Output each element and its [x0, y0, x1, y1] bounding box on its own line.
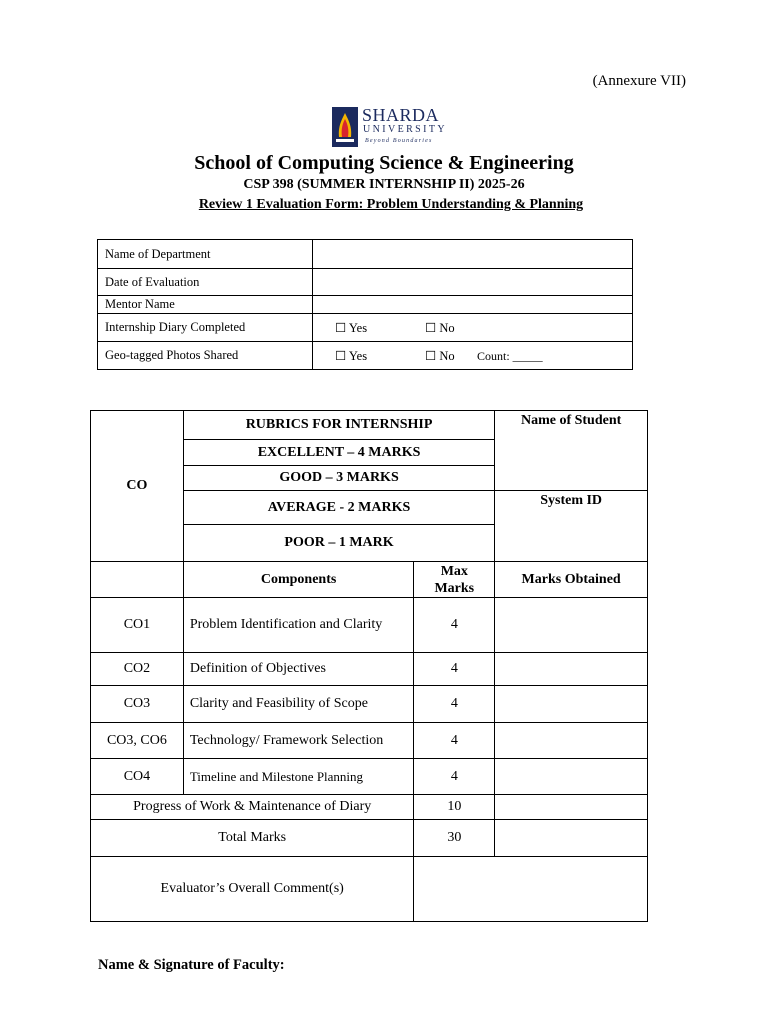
total-label: Total Marks: [91, 820, 414, 857]
marks-obtained-cell[interactable]: [495, 653, 648, 686]
total-max-marks: 30: [414, 820, 495, 857]
progress-max-marks: 10: [414, 795, 495, 820]
co-cell: CO1: [91, 598, 184, 653]
co-cell: CO2: [91, 653, 184, 686]
comments-label: Evaluator’s Overall Comment(s): [91, 857, 414, 922]
rubrics-title: RUBRICS FOR INTERNSHIP: [183, 411, 494, 440]
mentor-row: [98, 296, 633, 314]
annexure-label: (Annexure VII): [592, 73, 686, 89]
university-logo: [332, 105, 452, 149]
total-row: [91, 820, 648, 857]
progress-marks-obtained[interactable]: [495, 795, 648, 820]
faculty-signature-label: Name & Signature of Faculty:: [98, 957, 285, 973]
component-cell: Definition of Objectives: [183, 653, 414, 686]
comments-field[interactable]: [414, 857, 648, 922]
university-crest-icon: [332, 107, 358, 147]
department-value[interactable]: [313, 240, 633, 269]
average-level: AVERAGE - 2 MARKS: [183, 491, 494, 525]
date-label: Date of Evaluation: [98, 269, 313, 296]
diary-options: [313, 314, 633, 342]
diary-label: Internship Diary Completed: [98, 314, 313, 342]
co-cell: CO3, CO6: [91, 723, 184, 759]
department-row: [98, 240, 633, 269]
logo-tagline: Beyond Boundaries: [365, 138, 433, 144]
rubric-table: [90, 410, 648, 922]
excellent-level: EXCELLENT – 4 MARKS: [183, 440, 494, 466]
diary-no-checkbox[interactable]: ☐ No: [425, 320, 455, 335]
poor-level: POOR – 1 MARK: [183, 525, 494, 562]
photos-row: [98, 342, 633, 370]
good-level: GOOD – 3 MARKS: [183, 466, 494, 491]
component-cell: Problem Identification and Clarity: [183, 598, 414, 653]
co-spacer: [91, 562, 184, 598]
photos-no-checkbox[interactable]: ☐ No: [425, 348, 455, 363]
table-row: [91, 723, 648, 759]
marks-obtained-cell[interactable]: [495, 723, 648, 759]
department-label: Name of Department: [98, 240, 313, 269]
co-cell: CO3: [91, 686, 184, 723]
max-marks-cell: 4: [414, 723, 495, 759]
logo-wordmark: SHARDA: [362, 105, 440, 125]
component-cell: Clarity and Feasibility of Scope: [183, 686, 414, 723]
component-cell: Timeline and Milestone Planning: [183, 759, 414, 795]
comments-row: [91, 857, 648, 922]
max-marks-cell: 4: [414, 653, 495, 686]
mentor-label: Mentor Name: [98, 296, 313, 314]
marks-obtained-header: Marks Obtained: [495, 562, 648, 598]
photos-yes-checkbox[interactable]: ☐ Yes: [335, 348, 368, 363]
mentor-value[interactable]: [313, 296, 633, 314]
diary-yes-checkbox[interactable]: ☐ Yes: [335, 320, 368, 335]
co-header: CO: [91, 411, 184, 562]
co-cell: CO4: [91, 759, 184, 795]
marks-obtained-cell[interactable]: [495, 686, 648, 723]
max-marks-cell: 4: [414, 759, 495, 795]
total-marks-obtained[interactable]: [495, 820, 648, 857]
component-cell: Technology/ Framework Selection: [183, 723, 414, 759]
form-title: Review 1 Evaluation Form: Problem Understanding & Planning: [198, 197, 584, 212]
max-marks-cell: 4: [414, 598, 495, 653]
table-row: [91, 686, 648, 723]
table-row: [91, 759, 648, 795]
student-name-cell[interactable]: Name of Student: [495, 411, 648, 491]
progress-label: Progress of Work & Maintenance of Diary: [91, 795, 414, 820]
progress-row: [91, 795, 648, 820]
logo-subtitle: UNIVERSITY: [363, 124, 447, 135]
system-id-cell[interactable]: System ID: [495, 491, 648, 562]
date-value[interactable]: [313, 269, 633, 296]
course-title: CSP 398 (SUMMER INTERNSHIP II) 2025-26: [243, 177, 525, 192]
marks-obtained-cell[interactable]: [495, 759, 648, 795]
max-marks-header: Max Marks: [414, 562, 495, 598]
table-row: [91, 653, 648, 686]
table-row: [91, 598, 648, 653]
photos-label: Geo-tagged Photos Shared: [98, 342, 313, 370]
diary-row: [98, 314, 633, 342]
photos-options: [313, 342, 633, 370]
info-table: [97, 239, 633, 370]
photos-count-field[interactable]: Count: _____: [477, 348, 543, 363]
components-header: Components: [183, 562, 414, 598]
school-title: School of Computing Science & Engineering: [194, 152, 574, 174]
marks-obtained-cell[interactable]: [495, 598, 648, 653]
max-marks-cell: 4: [414, 686, 495, 723]
date-row: [98, 269, 633, 296]
